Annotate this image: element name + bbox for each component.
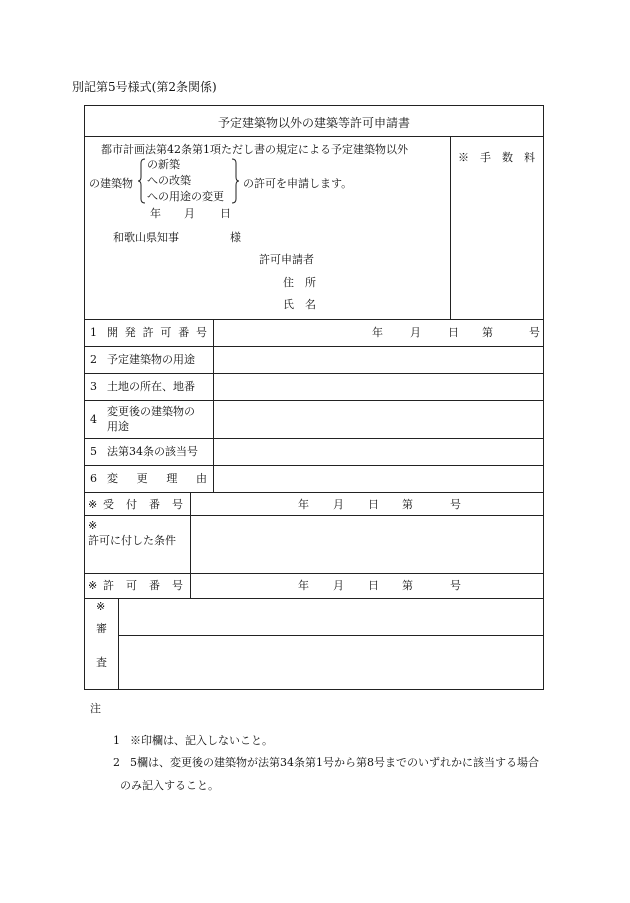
office-label-divider <box>190 492 191 598</box>
applicant-label: 許可申請者 <box>259 253 314 266</box>
permit-dai: 第 <box>402 579 413 592</box>
receipt-mark: ※ <box>88 498 98 511</box>
receipt-label: 受 付 番 号 <box>103 498 183 511</box>
review-divider <box>118 635 544 636</box>
row-6-number: 6 <box>90 472 97 485</box>
row-1-dai: 第 <box>482 326 493 339</box>
row-3-label: 土地の所在、地番 <box>107 380 195 393</box>
row-4-label-line2: 用途 <box>107 420 129 433</box>
row-divider-7 <box>84 492 544 493</box>
receipt-month: 月 <box>333 498 344 511</box>
form-reference: 別記第5号様式(第2条関係) <box>72 80 217 94</box>
permit-month: 月 <box>333 579 344 592</box>
row-5-input[interactable] <box>214 439 543 465</box>
name-label: 氏 名 <box>283 298 316 311</box>
row-3-input[interactable] <box>214 374 543 400</box>
row-2-label: 予定建築物の用途 <box>107 353 195 366</box>
row-5-number: 5 <box>90 445 97 458</box>
permit-mark: ※ <box>88 579 98 592</box>
row-divider-9 <box>84 573 544 574</box>
row-6-label: 変 更 理 由 <box>107 472 207 485</box>
review-label-divider <box>118 598 119 690</box>
intro-suffix: の許可を申請します。 <box>243 177 353 190</box>
permit-year: 年 <box>298 579 309 592</box>
date-month: 月 <box>184 207 195 220</box>
option-new-build: の新築 <box>147 158 180 171</box>
right-brace <box>231 158 239 204</box>
row-4-number: 4 <box>90 413 97 426</box>
row-1-go: 号 <box>529 326 540 339</box>
intro-prefix: の建築物 <box>89 177 133 190</box>
row-1-year: 年 <box>372 326 383 339</box>
permit-go: 号 <box>450 579 461 592</box>
intro-line1: 都市計画法第42条第1項ただし書の規定による予定建築物以外 <box>101 143 408 156</box>
review-char-shin: 審 <box>96 622 107 635</box>
receipt-go: 号 <box>450 498 461 511</box>
notes-heading: 注 <box>90 702 101 715</box>
row-1-number: 1 <box>90 326 97 339</box>
row-3-number: 3 <box>90 380 97 393</box>
receipt-dai: 第 <box>402 498 413 511</box>
permit-day: 日 <box>368 579 379 592</box>
row-6-input[interactable] <box>214 466 543 492</box>
row-1-label: 開 発 許 可 番 号 <box>107 326 207 339</box>
row-4-input[interactable] <box>214 401 543 438</box>
row-2-input[interactable] <box>214 347 543 373</box>
title-divider <box>84 136 544 137</box>
conditions-label: 許可に付した条件 <box>88 534 176 547</box>
note-2-continued: のみ記入すること。 <box>120 779 219 792</box>
row-1-month: 月 <box>410 326 421 339</box>
row-1-day: 日 <box>448 326 459 339</box>
permit-label: 許 可 番 号 <box>103 579 183 592</box>
option-rebuild: への改築 <box>147 174 191 187</box>
date-year: 年 <box>150 207 161 220</box>
honorific: 様 <box>230 231 241 244</box>
row-2-number: 2 <box>90 353 97 366</box>
row-5-label: 法第34条の該当号 <box>107 445 198 458</box>
form-title: 予定建築物以外の建築等許可申請書 <box>217 116 410 130</box>
row-4-label-line1: 変更後の建築物の <box>107 405 195 418</box>
note-2-number: 2 <box>113 756 120 769</box>
review-char-sa: 査 <box>96 656 107 669</box>
left-brace <box>138 158 146 204</box>
conditions-mark: ※ <box>88 519 98 532</box>
fee-column-divider <box>450 136 451 319</box>
date-day: 日 <box>220 207 231 220</box>
fee-label: ※ 手 数 料 <box>458 151 535 164</box>
row-divider-8 <box>84 515 544 516</box>
note-1-number: 1 <box>113 734 120 747</box>
row-divider-1 <box>84 319 544 320</box>
note-2-text: 5欄は、変更後の建築物が法第34条第1号から第8号までのいずれかに該当する場合 <box>130 756 539 769</box>
addressee: 和歌山県知事 <box>113 231 179 244</box>
review-mark: ※ <box>96 600 106 613</box>
receipt-year: 年 <box>298 498 309 511</box>
receipt-day: 日 <box>368 498 379 511</box>
address-label: 住 所 <box>283 276 316 289</box>
note-1-text: ※印欄は、記入しないこと。 <box>130 734 273 747</box>
row-divider-10 <box>84 598 544 599</box>
option-use-change: への用途の変更 <box>147 190 224 203</box>
